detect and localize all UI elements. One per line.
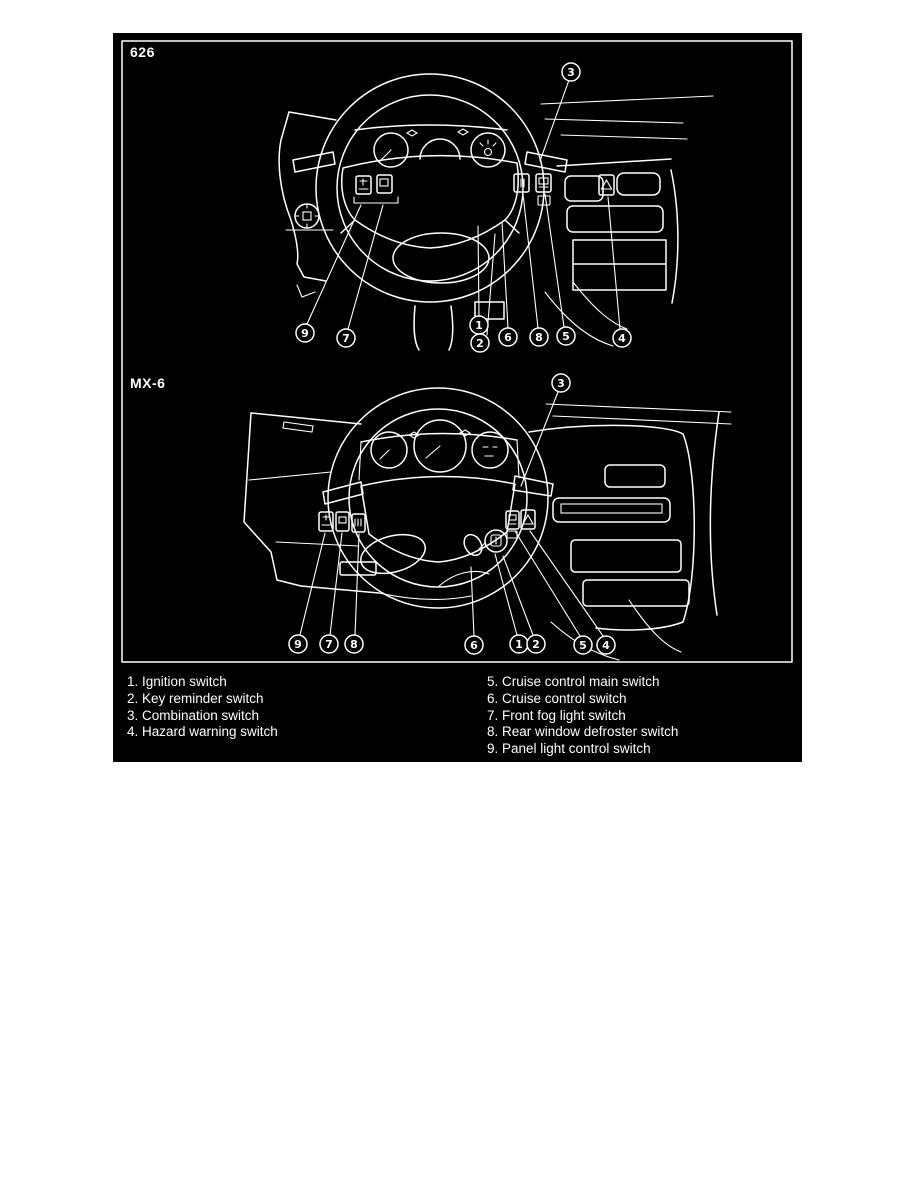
fog-light-icon xyxy=(380,179,388,186)
callout-mx6-3 xyxy=(552,374,570,392)
legend-item: 5. Cruise control main switch xyxy=(487,674,660,689)
switch-location-figure xyxy=(113,33,802,762)
callout-626-1 xyxy=(470,316,488,334)
callout-mx6-6 xyxy=(465,636,483,654)
legend-item: 2. Key reminder switch xyxy=(127,690,264,706)
inner-border xyxy=(122,41,792,662)
dashboard-diagrams xyxy=(121,40,793,663)
dash-vent-slit xyxy=(283,422,313,432)
callout-626-5 xyxy=(557,327,575,345)
svg-text:8: 8 xyxy=(535,331,543,344)
svg-text:6: 6 xyxy=(504,331,512,344)
legend-item: 4. Hazard warning switch xyxy=(127,724,278,740)
fog-light-switch-mx6 xyxy=(336,512,349,531)
callout-mx6-9 xyxy=(289,635,307,653)
callout-626-9 xyxy=(296,324,314,342)
panel-light-switch-626 xyxy=(356,176,371,194)
callout-mx6-5 xyxy=(574,636,592,654)
svg-text:4: 4 xyxy=(618,332,626,345)
callout-626-6 xyxy=(499,328,517,346)
right-dash-626 xyxy=(557,159,678,303)
callout-626-4 xyxy=(613,329,631,347)
callout-626-2 xyxy=(471,334,489,352)
svg-text:7: 7 xyxy=(325,638,333,651)
legend-item: 8. Rear window defroster switch xyxy=(487,724,679,740)
windshield-lines-626 xyxy=(541,96,713,139)
svg-text:5: 5 xyxy=(579,639,587,652)
steering-column-626 xyxy=(414,282,627,350)
panel-light-icon xyxy=(322,515,330,525)
svg-text:3: 3 xyxy=(557,377,565,390)
right-dash-mx6 xyxy=(529,412,719,660)
panel-label-626: 626 xyxy=(130,44,155,60)
svg-text:2: 2 xyxy=(532,638,540,651)
svg-text:5: 5 xyxy=(562,330,570,343)
combination-switch-stalks-mx6 xyxy=(323,476,553,504)
svg-text:3: 3 xyxy=(567,66,575,79)
gauge-icons xyxy=(483,447,497,456)
svg-text:4: 4 xyxy=(602,639,610,652)
legend-item: 7. Front fog light switch xyxy=(487,707,626,723)
legend-item: 1. Ignition switch xyxy=(127,674,227,689)
windshield-lines-mx6 xyxy=(546,404,731,424)
svg-text:1: 1 xyxy=(515,638,523,651)
svg-text:2: 2 xyxy=(476,337,484,350)
legend-item: 9. Panel light control switch xyxy=(487,741,651,757)
defroster-icon xyxy=(355,519,361,526)
a-pillar xyxy=(710,412,719,615)
instrument-cluster-626 xyxy=(355,125,507,167)
callout-mx6-1 xyxy=(510,635,528,653)
fog-light-switch-626 xyxy=(377,175,392,193)
callout-626-8 xyxy=(530,328,548,346)
legend-item: 6. Cruise control switch xyxy=(487,690,627,706)
key-head xyxy=(461,531,486,558)
panel-mx6 xyxy=(244,374,731,660)
callout-mx6-2 xyxy=(527,635,545,653)
callout-626-7 xyxy=(337,329,355,347)
callout-mx6-4 xyxy=(597,636,615,654)
steering-wheel-626 xyxy=(316,74,544,302)
legend-column-right xyxy=(487,674,678,758)
panel-light-icon xyxy=(359,179,368,189)
svg-text:7: 7 xyxy=(342,332,350,345)
callout-mx6-8 xyxy=(345,635,363,653)
legend-column-left xyxy=(127,674,278,741)
callout-626-3 xyxy=(562,63,580,81)
svg-text:6: 6 xyxy=(470,639,478,652)
legend-item: 3. Combination switch xyxy=(127,707,260,723)
fog-light-icon xyxy=(339,517,346,523)
svg-text:9: 9 xyxy=(301,327,309,340)
svg-text:8: 8 xyxy=(350,638,358,651)
panel-626 xyxy=(279,63,713,352)
svg-text:9: 9 xyxy=(294,638,302,651)
callout-mx6-7 xyxy=(320,635,338,653)
light-bulb-icon xyxy=(485,149,492,156)
svg-text:1: 1 xyxy=(475,319,483,332)
mirror-control-switch-626 xyxy=(295,204,319,228)
switch-bezel-626-left xyxy=(354,197,398,203)
ignition-switch-mx6 xyxy=(461,530,507,559)
rear-defroster-switch-626 xyxy=(514,174,529,192)
panel-label-mx6: MX-6 xyxy=(130,375,166,391)
